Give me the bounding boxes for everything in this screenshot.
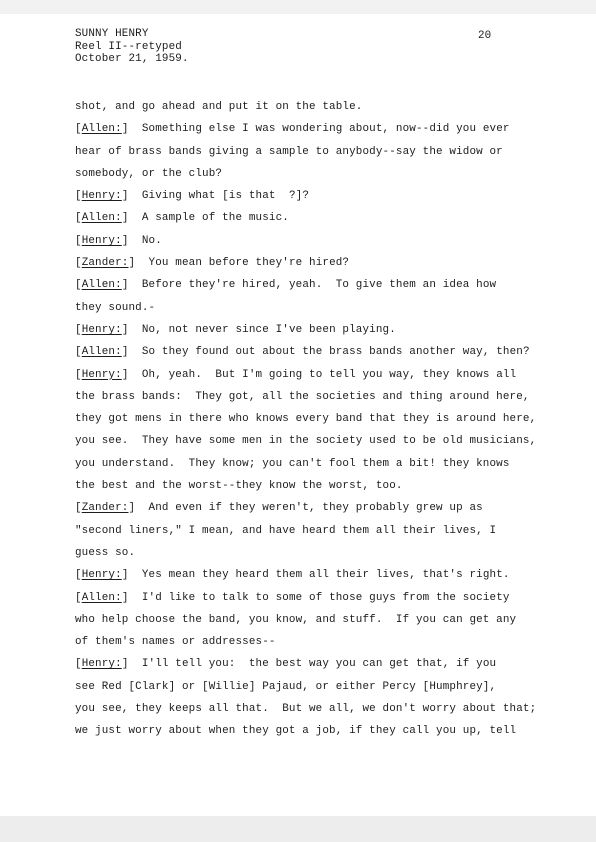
line-text: guess so. xyxy=(75,546,136,559)
transcript-line: [Henry:] Giving what [is that ?]? xyxy=(75,190,310,203)
speaker-label: Zander: xyxy=(81,502,129,515)
line-text: the best and the worst--they know the worst, too. xyxy=(75,480,403,493)
transcript-line: [Allen:] A sample of the music. xyxy=(75,212,289,225)
reel-label: Reel II--retyped xyxy=(75,40,182,53)
line-text: see Red [Clark] or [Willie] Pajaud, or either Percy [Humphrey], xyxy=(75,680,497,693)
speaker-label: Henry: xyxy=(81,368,122,381)
transcript-line: [Henry:] I'll tell you: the best way you can get that, if you xyxy=(75,658,497,671)
transcript-line xyxy=(75,609,545,631)
transcript-line: [Henry:] Oh, yeah. But I'm going to tell you way, they knows all xyxy=(75,368,517,381)
line-text: we just worry about when they got a job, if they call you up, tell xyxy=(75,725,517,738)
line-text: A sample of the music. xyxy=(128,212,289,225)
speaker-label: Allen: xyxy=(81,279,122,292)
transcript-line: [Allen:] I'd like to talk to some of those guys from the society xyxy=(75,591,510,604)
line-text: Before they're hired, yeah. To give them an idea how xyxy=(128,279,497,292)
transcript-body xyxy=(75,96,545,743)
line-text: No, not never since I've been playing. xyxy=(128,323,396,336)
line-text: Giving what [is that ?]? xyxy=(128,190,310,203)
page-bottom-margin xyxy=(0,816,596,842)
transcript-line xyxy=(75,386,545,408)
transcript-line: [Henry:] No, not never since I've been playing. xyxy=(75,323,396,336)
transcript-line xyxy=(75,698,545,720)
line-text: I'd like to talk to some of those guys from the society xyxy=(128,591,510,604)
transcript-line xyxy=(75,163,545,185)
transcript-line xyxy=(75,475,545,497)
line-text: they got mens in there who knows every band that they is around here, xyxy=(75,413,537,426)
line-text: Something else I was wondering about, now--did you ever xyxy=(128,123,510,136)
transcript-line: [Zander:] And even if they weren't, they probably grew up as xyxy=(75,502,483,515)
line-text: you see, they keeps all that. But we all, we don't worry about that; xyxy=(75,703,537,716)
line-text: So they found out about the brass bands another way, then? xyxy=(128,346,530,359)
line-text: you see. They have some men in the society used to be old musicians, xyxy=(75,435,537,448)
line-text: You mean before they're hired? xyxy=(135,257,350,270)
line-text: hear of brass bands giving a sample to anybody--say the widow or xyxy=(75,145,503,158)
line-text: they sound.- xyxy=(75,301,156,314)
transcript-line xyxy=(75,631,545,653)
transcript-line xyxy=(75,430,545,452)
transcript-line xyxy=(75,141,545,163)
line-text: Yes mean they heard them all their lives, that's right. xyxy=(128,569,510,582)
line-text: "second liners," I mean, and have heard them all their lives, I xyxy=(75,524,497,537)
line-text: of them's names or addresses-- xyxy=(75,636,276,649)
speaker-label: Henry: xyxy=(81,323,122,336)
speaker-label: Henry: xyxy=(81,658,122,671)
transcript-line xyxy=(75,453,545,475)
transcript-line xyxy=(75,676,545,698)
speaker-label: Henry: xyxy=(81,569,122,582)
speaker-label: Allen: xyxy=(81,346,122,359)
line-text: I'll tell you: the best way you can get that, if you xyxy=(128,658,497,671)
speaker-label: Henry: xyxy=(81,234,122,247)
speaker-label: Zander: xyxy=(81,257,129,270)
transcript-line: [Zander:] You mean before they're hired? xyxy=(75,257,350,270)
transcript-header xyxy=(75,28,189,66)
transcript-line xyxy=(75,96,545,118)
transcript-line xyxy=(75,408,545,430)
speaker-label: Henry: xyxy=(81,190,122,203)
transcript-line: [Allen:] Before they're hired, yeah. To give them an idea how xyxy=(75,279,497,292)
speaker-label: Allen: xyxy=(81,212,122,225)
speaker-label: Allen: xyxy=(81,123,122,136)
transcript-line xyxy=(75,542,545,564)
line-text: somebody, or the club? xyxy=(75,167,223,180)
transcript-line: [Allen:] So they found out about the brass bands another way, then? xyxy=(75,346,530,359)
transcript-line: [Henry:] No. xyxy=(75,234,162,247)
line-text: the brass bands: They got, all the societies and thing around here, xyxy=(75,390,530,403)
transcript-line: [Allen:] Something else I was wondering about, now--did you ever xyxy=(75,123,510,136)
line-text: And even if they weren't, they probably grew up as xyxy=(135,502,483,515)
interview-date: October 21, 1959. xyxy=(75,53,189,65)
line-text: Oh, yeah. But I'm going to tell you way, they knows all xyxy=(128,368,517,381)
transcript-line: [Henry:] Yes mean they heard them all their lives, that's right. xyxy=(75,569,510,582)
interviewee-name: SUNNY HENRY xyxy=(75,28,149,40)
speaker-label: Allen: xyxy=(81,591,122,604)
line-text: shot, and go ahead and put it on the table. xyxy=(75,101,363,113)
transcript-line xyxy=(75,520,545,542)
line-text: you understand. They know; you can't fool them a bit! they knows xyxy=(75,457,510,470)
line-text: who help choose the band, you know, and stuff. If you can get any xyxy=(75,613,517,626)
transcript-line xyxy=(75,297,545,319)
transcript-line xyxy=(75,720,545,742)
page-top-margin xyxy=(0,0,596,14)
line-text: No. xyxy=(128,234,162,247)
page-number: 20 xyxy=(478,30,492,42)
